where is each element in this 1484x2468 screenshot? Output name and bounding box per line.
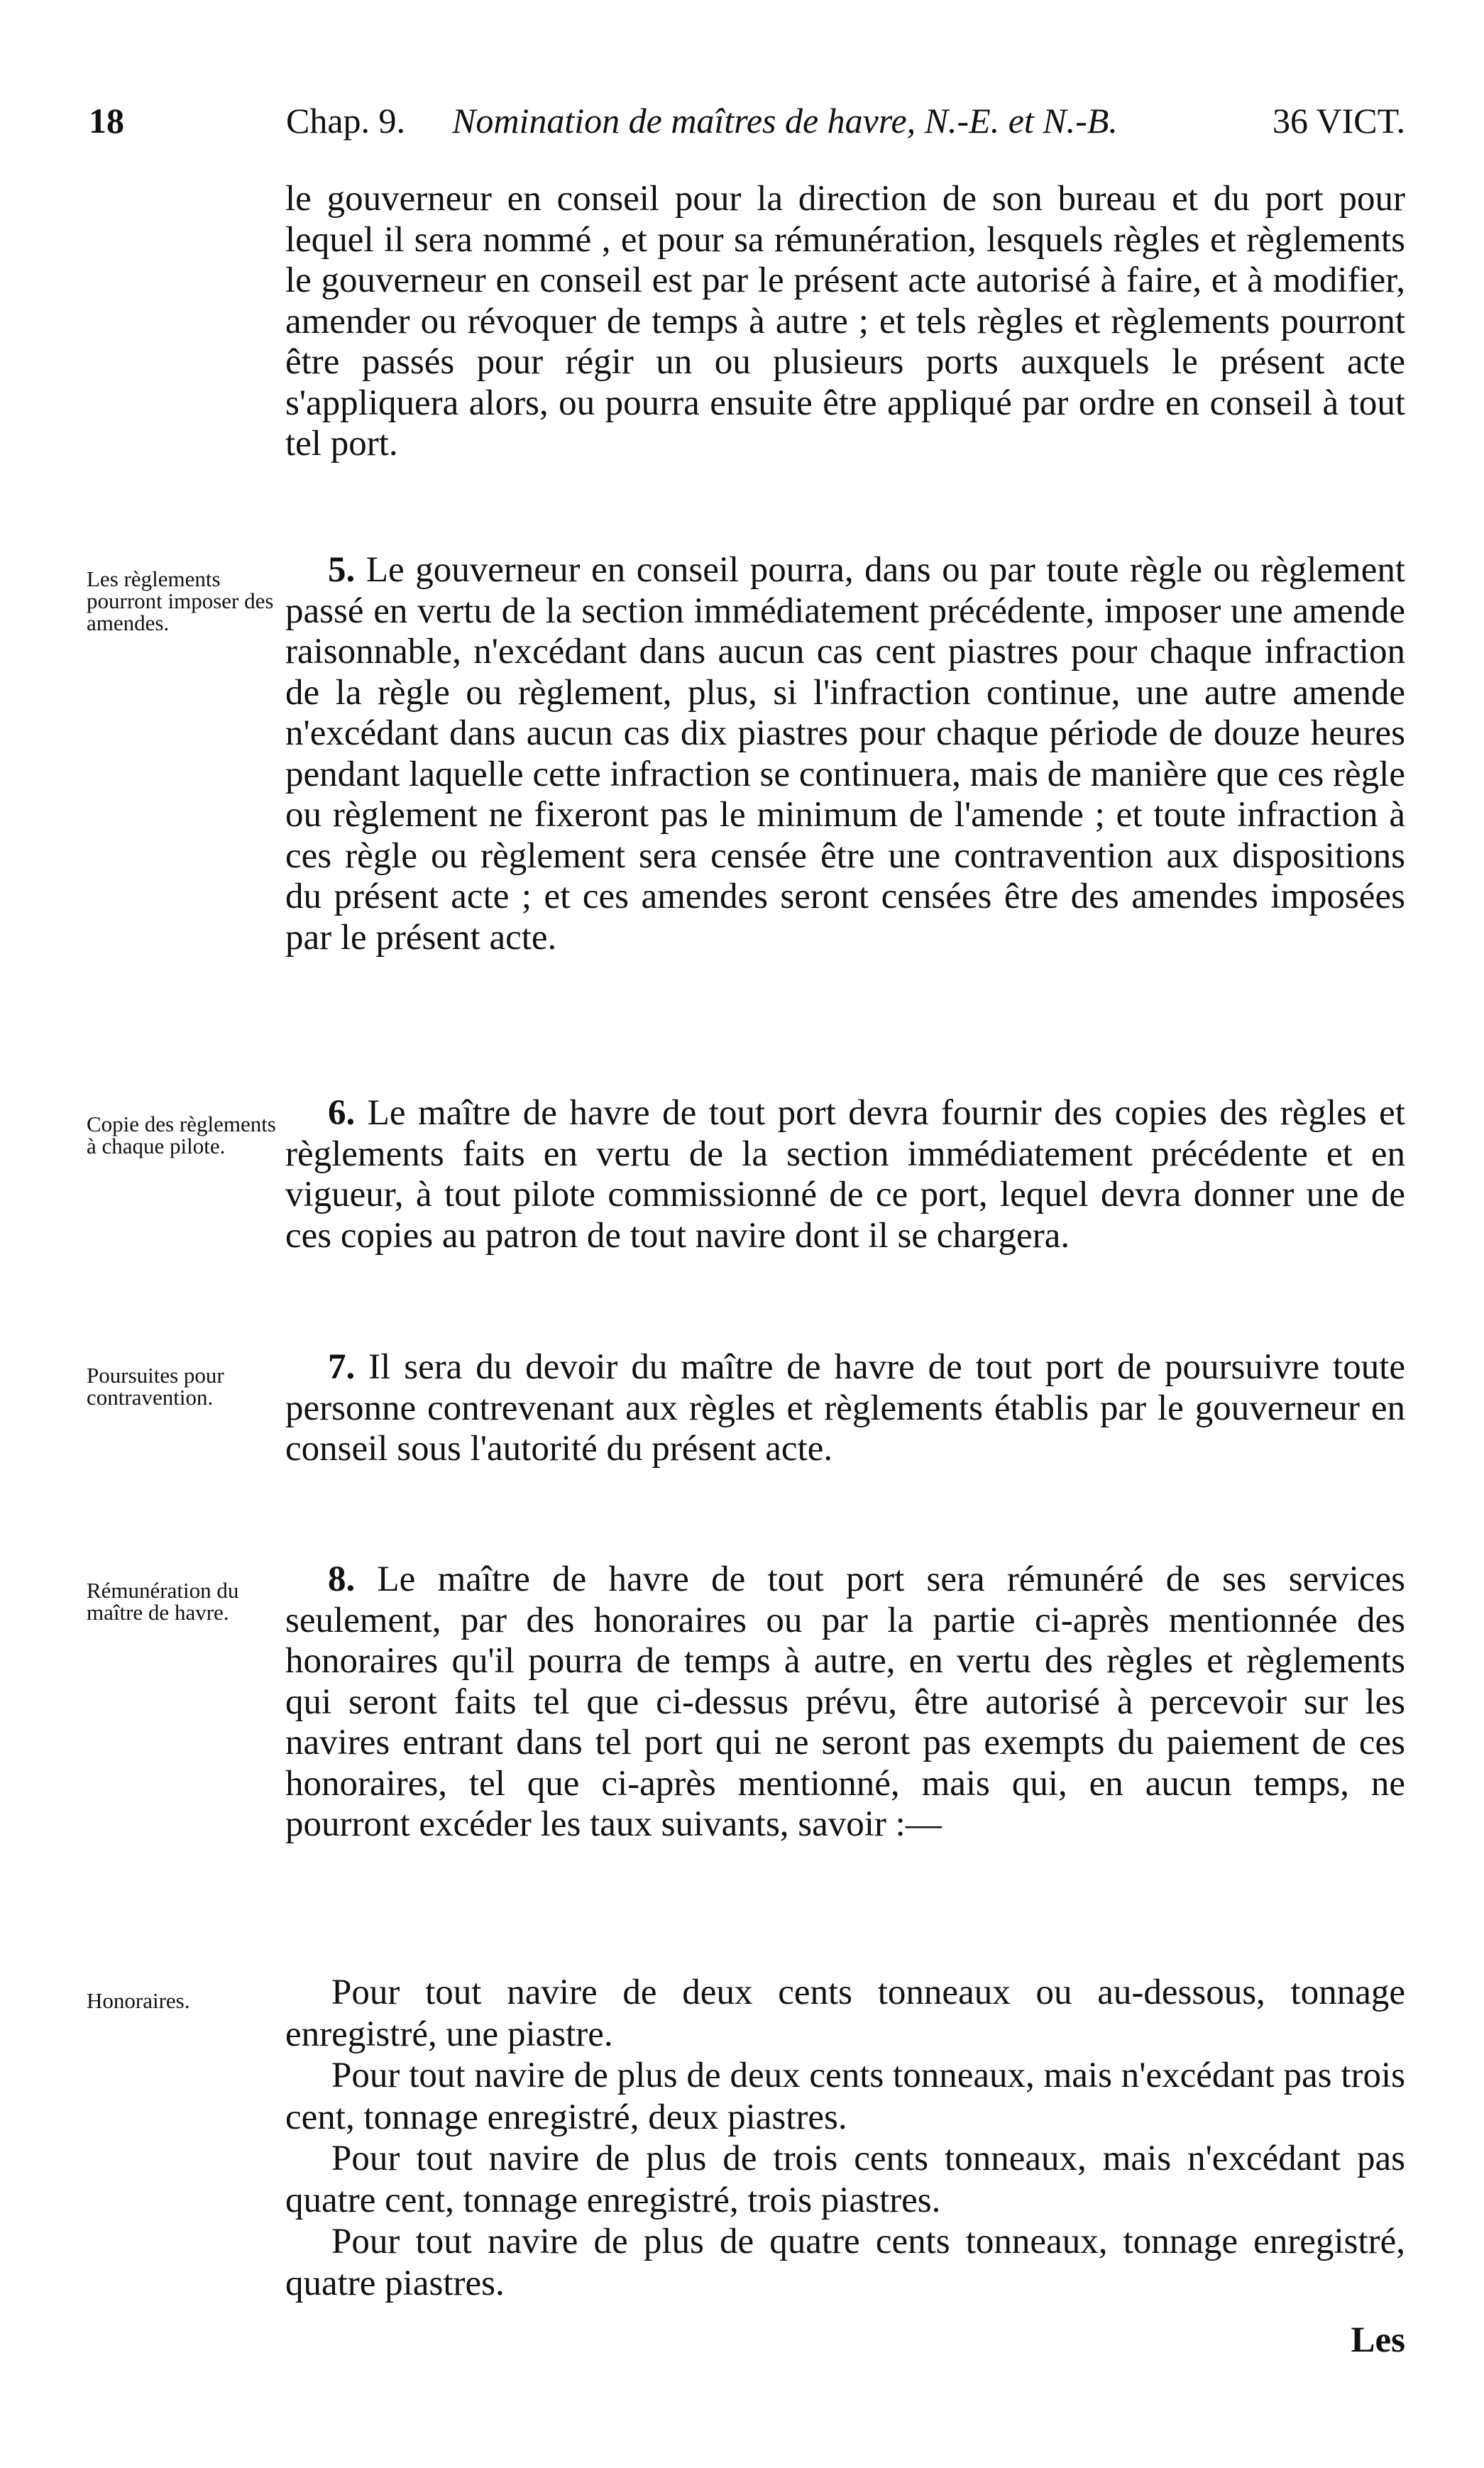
- section-8: [285, 1559, 1405, 1845]
- fee-item: Pour tout navire de plus de deux cents tonneaux, mais n'excédant pas trois cent, tonnage enregistré, deux piastres.: [285, 2056, 1405, 2137]
- section-text: Il sera du devoir du maître de havre de tout port de poursuivre toute personne contrevenant aux règles et règlements établis par le gouverneur en conseil sous l'autorité du présent acte.: [285, 1347, 1405, 1469]
- margin-note-honoraires: Honoraires.: [87, 1988, 190, 2013]
- section-7: [285, 1347, 1405, 1470]
- fee-item: Pour tout navire de plus de trois cents tonneaux, mais n'excédant pas quatre cent, tonnage enregistré, trois piastres.: [285, 2139, 1405, 2220]
- section-text: Le maître de havre de tout port sera rémunéré de ses services seulement, par des honoraires ou par la partie ci-après mentionnée des honoraires qu'il pourra de temps à autre, en vertu des règles et règlements qui seront faits tel que ci-dessus prévu, être autorisé à percevoir sur les navires entrant dans tel port qui ne seront pas exempts du paiement de ces honoraires, tel que ci-après mentionné, mais qui, en aucun temps, ne pourront excéder les taux suivants, savoir :—: [285, 1559, 1405, 1844]
- section-5: [285, 550, 1405, 958]
- margin-note-amendes: Les règlements pourront imposer des amendes.: [87, 566, 274, 635]
- fee-schedule: [285, 1972, 1405, 2304]
- running-title: Nomination de maîtres de havre, N.-E. et N.-B.: [452, 101, 1118, 141]
- page-number: 18: [89, 101, 124, 141]
- section-number: 7.: [328, 1347, 356, 1387]
- section-6: [285, 1093, 1405, 1256]
- catchword: Les: [1351, 2320, 1405, 2360]
- chapter-label: Chap. 9.: [286, 101, 406, 141]
- section-text: Le gouverneur en conseil pourra, dans ou par toute règle ou règlement passé en vertu de la section immédiatement précédente, imposer une amende raisonnable, n'excédant dans aucun cas cent piastres pour chaque infraction de la règle ou règlement, plus, si l'infraction continue, une autre amende n'excédant dans aucun cas dix piastres pour chaque période de douze heures pendant laquelle cette infraction se continuera, mais de manière que ces règle ou règlement ne fixeront pas le minimum de l'amende ; et toute infraction à ces règle ou règlement sera censée être une contravention aux dispositions du présent acte ; et ces amendes seront censées être des amendes imposées par le présent acte.: [285, 550, 1405, 958]
- section-number: 8.: [328, 1559, 356, 1599]
- section-text: Le maître de havre de tout port devra fournir des copies des règles et règlements faits en vertu de la section immédiatement précédente et en vigueur, à tout pilote commissionné de ce port, lequel devra donner une de ces copies au patron de tout navire dont il se chargera.: [285, 1093, 1405, 1256]
- margin-note-poursuites: Poursuites pour contravention.: [87, 1363, 224, 1410]
- section-number: 5.: [328, 550, 356, 590]
- page-header: [89, 92, 1405, 149]
- margin-note-copie: Copie des règlements à chaque pilote.: [87, 1112, 276, 1158]
- section-number: 6.: [328, 1093, 356, 1133]
- paragraph-continuation: le gouverneur en conseil pour la direction de son bureau et du port pour lequel il sera nommé , et pour sa rémunération, lesquels règles et règlements le gouverneur en conseil est par le présent acte autorisé à faire, et à modifier, amender ou révoquer de temps à autre ; et tels règles et règlements pourront être passés pour régir un ou plusieurs ports auxquels le présent acte s'appliquera alors, ou pourra ensuite être appliqué par ordre en conseil à tout tel port.: [285, 179, 1405, 464]
- fee-item: Pour tout navire de deux cents tonneaux ou au-dessous, tonnage enregistré, une piastre.: [285, 1973, 1405, 2054]
- regnal-year: 36 VICT.: [1272, 101, 1405, 141]
- margin-note-remuneration: Rémunération du maître de havre.: [87, 1578, 239, 1625]
- fee-item: Pour tout navire de plus de quatre cents tonneaux, tonnage enregistré, quatre piastres.: [285, 2222, 1405, 2303]
